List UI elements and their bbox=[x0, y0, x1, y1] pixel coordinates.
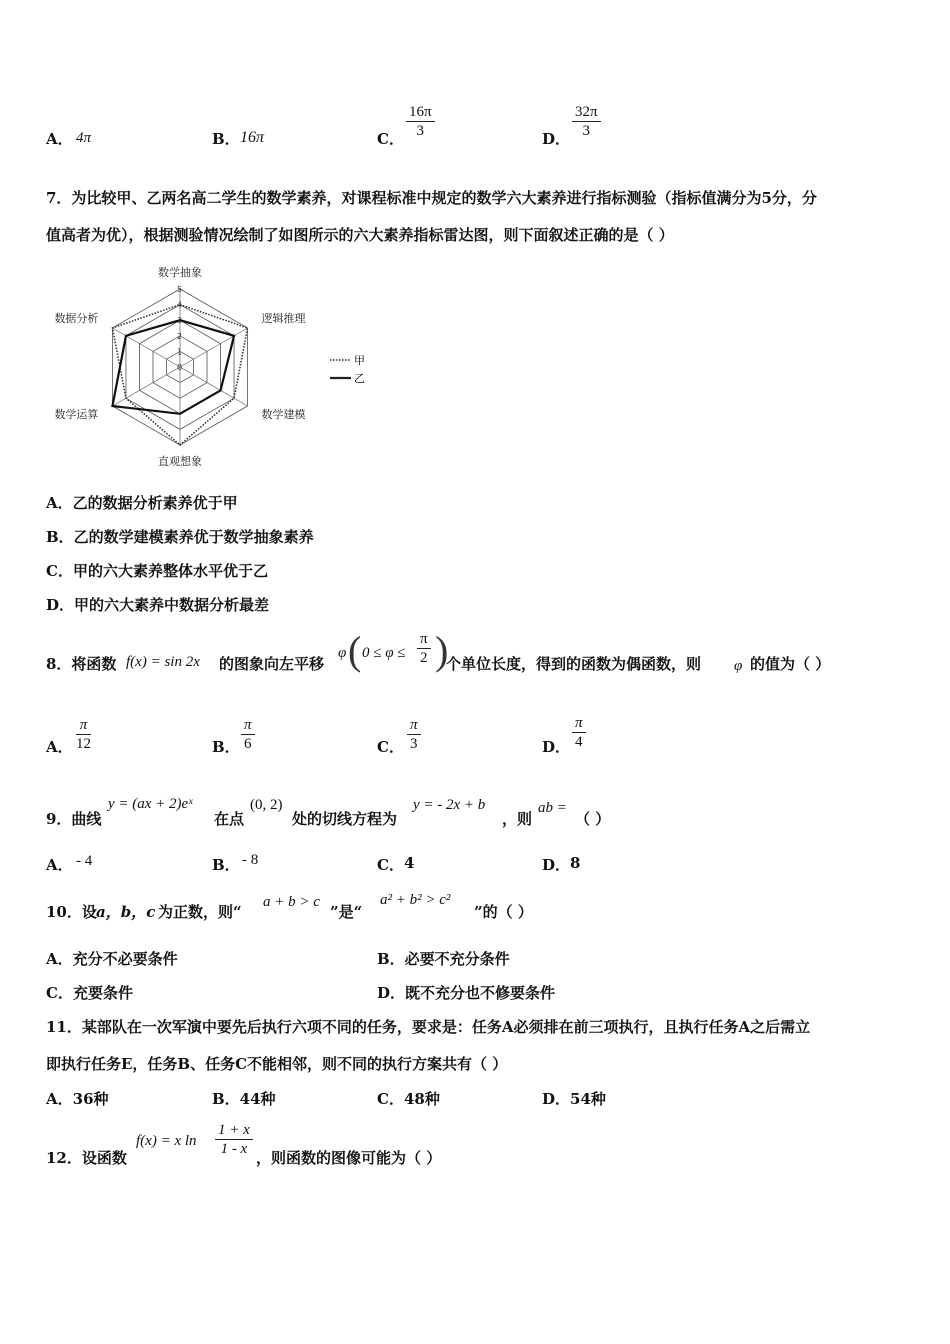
q10-t3: ”的（ ） bbox=[474, 903, 533, 921]
radar-tick-label: 3 bbox=[177, 316, 183, 326]
q10-option-b: B．必要不充分条件 bbox=[377, 950, 510, 968]
q6-option-d-label: D． bbox=[542, 130, 571, 148]
q11-stem-line2: 即执行任务E，任务B、任务C不能相邻，则不同的执行方案共有（ ） bbox=[46, 1055, 508, 1073]
q11-option-d: D．54种 bbox=[542, 1090, 606, 1108]
q10-cond1: a + b > c bbox=[263, 894, 320, 910]
q8-option-b-num: π bbox=[244, 717, 252, 733]
q9-ab: ab = bbox=[538, 800, 567, 816]
q6-option-c-fraction bbox=[406, 103, 435, 140]
q8-suffix: 个单位长度，得到的函数为偶函数，则 bbox=[446, 655, 702, 673]
q9-option-c-label: C． bbox=[377, 856, 404, 874]
radar-tick-label: 5 bbox=[177, 285, 183, 294]
q10-option-d: D．既不充分也不修要条件 bbox=[377, 984, 556, 1002]
radar-axis-label: 直观想象 bbox=[158, 455, 202, 468]
q7-stem-line2: 值高者为优），根据测验情况绘制了如图所示的六大素养指标雷达图，则下面叙述正确的是（ ） bbox=[46, 226, 674, 244]
q8-option-c-den: 3 bbox=[407, 734, 421, 753]
q8-option-a-num: π bbox=[79, 717, 88, 733]
q9-option-a-label: A． bbox=[46, 856, 73, 874]
q8-paren-right: ) bbox=[435, 628, 449, 673]
q9-point: (0, 2) bbox=[250, 797, 283, 813]
radar-spoke bbox=[112, 328, 183, 367]
q7-radar-chart bbox=[40, 260, 380, 475]
q8-option-d-label: D． bbox=[542, 738, 571, 756]
q12-suffix: ，则函数的图像可能为（ ） bbox=[256, 1149, 442, 1167]
q9-then: ，则 bbox=[502, 810, 533, 828]
q8-option-a-label: A． bbox=[46, 738, 73, 756]
radar-tick-label: 1 bbox=[177, 347, 183, 357]
radar-axis-label: 数据分析 bbox=[54, 312, 99, 325]
q6-option-d-num: 32π bbox=[572, 103, 601, 122]
q8-condition: 0 ≤ φ ≤ bbox=[362, 645, 406, 661]
q10-option-a: A．充分不必要条件 bbox=[46, 950, 178, 968]
q8-option-b-fraction bbox=[241, 716, 255, 753]
legend-jia-label: 甲 bbox=[354, 354, 365, 367]
radar-axis-label: 数学建模 bbox=[261, 408, 306, 421]
q10-cond2: a² + b² > c² bbox=[380, 892, 451, 908]
radar-tick-label: 4 bbox=[177, 300, 183, 310]
q12-den: 1 - x bbox=[220, 1141, 248, 1157]
radar-spoke bbox=[180, 328, 248, 367]
q8-condition-fraction bbox=[417, 630, 431, 667]
q8-option-c-fraction bbox=[407, 716, 421, 753]
q8-cond-den: 2 bbox=[420, 650, 428, 666]
radar-axis-label: 数学运算 bbox=[54, 408, 99, 421]
q8-option-b-label: B． bbox=[212, 738, 240, 756]
q9-at: 在点 bbox=[214, 810, 245, 828]
legend-yi-label: 乙 bbox=[354, 372, 365, 385]
q9-tangent-text: 处的切线方程为 bbox=[292, 810, 398, 828]
q8-option-d-den: 4 bbox=[572, 732, 586, 751]
q7-option-a: A．乙的数据分析素养优于甲 bbox=[46, 494, 238, 512]
q12-function: f(x) = x ln bbox=[136, 1133, 197, 1149]
radar-axis-label: 逻辑推理 bbox=[261, 312, 306, 325]
radar-legend bbox=[330, 354, 365, 385]
q6-option-d-fraction bbox=[572, 103, 601, 140]
q9-option-a-value: - 4 bbox=[76, 853, 93, 869]
q11-option-c: C．48种 bbox=[377, 1090, 440, 1108]
q8-option-a-fraction bbox=[76, 716, 91, 753]
q6-option-c-num: 16π bbox=[406, 103, 435, 122]
q8-function: f(x) = sin 2x bbox=[126, 654, 200, 670]
radar-axis-label: 数学抽象 bbox=[158, 266, 202, 279]
q8-option-c-num: π bbox=[410, 717, 418, 733]
q7-option-b: B．乙的数学建模素养优于数学抽象素养 bbox=[46, 528, 314, 546]
q8-prefix: 8．将函数 bbox=[46, 655, 117, 673]
q10-prefix: 10．设 bbox=[46, 903, 97, 921]
radar-series-yi bbox=[112, 320, 234, 414]
q11-stem-line1: 11．某部队在一次军演中要先后执行六项不同的任务，要求是：任务A必须排在前三项执行，且执行任务A之后需立 bbox=[46, 1018, 811, 1036]
q7-option-c: C．甲的六大素养整体水平优于乙 bbox=[46, 562, 268, 580]
q8-option-d-num: π bbox=[575, 715, 583, 731]
q9-tangent: y = - 2x + b bbox=[413, 797, 486, 813]
q8-option-c-label: C． bbox=[377, 738, 404, 756]
q9-curve: y = (ax + 2)eˣ bbox=[108, 796, 193, 812]
q9-prefix: 9．曲线 bbox=[46, 810, 102, 828]
q12-prefix: 12．设函数 bbox=[46, 1149, 127, 1167]
q10-vars: a，b，c bbox=[96, 903, 156, 921]
q11-option-b: B．44种 bbox=[212, 1090, 276, 1108]
q9-option-b-value: - 8 bbox=[242, 852, 259, 868]
q8-phi2: φ bbox=[734, 658, 743, 674]
q6-option-c-label: C． bbox=[377, 130, 404, 148]
radar-tick-label: 0 bbox=[177, 363, 183, 372]
radar-spoke bbox=[112, 367, 180, 406]
q9-option-b-label: B． bbox=[212, 856, 240, 874]
q10-t2: ”是“ bbox=[330, 903, 363, 921]
q8-paren-left: ( bbox=[348, 628, 362, 673]
radar-spoke bbox=[180, 367, 248, 406]
q8-end: 的值为（ ） bbox=[750, 655, 831, 673]
q9-option-d-value: 8 bbox=[570, 854, 581, 872]
q6-option-a-label: A． bbox=[46, 130, 73, 148]
q8-option-d-fraction bbox=[572, 714, 586, 751]
q11-option-a: A．36种 bbox=[46, 1090, 109, 1108]
q10-option-c: C．充要条件 bbox=[46, 984, 133, 1002]
q6-option-d-den: 3 bbox=[582, 123, 591, 139]
q8-cond-num: π bbox=[417, 630, 431, 649]
q6-option-b-label: B． bbox=[212, 130, 240, 148]
q7-option-d: D．甲的六大素养中数据分析最差 bbox=[46, 596, 270, 614]
radar-tick-label: 2 bbox=[177, 331, 183, 341]
q8-option-a-den: 12 bbox=[76, 736, 91, 752]
q8-phi: φ bbox=[338, 645, 347, 661]
q10-t1: 为正数，则“ bbox=[158, 903, 242, 921]
q9-end: （ ） bbox=[575, 810, 611, 828]
q9-option-c-value: 4 bbox=[404, 854, 415, 872]
q12-fraction bbox=[215, 1121, 253, 1158]
q6-option-c-den: 3 bbox=[416, 123, 425, 139]
q9-option-d-label: D． bbox=[542, 856, 571, 874]
q6-option-b-value: 16π bbox=[240, 129, 265, 146]
q8-mid: 的图象向左平移 bbox=[219, 655, 325, 673]
q12-num: 1 + x bbox=[215, 1121, 253, 1140]
q7-stem-line1: 7．为比较甲、乙两名高二学生的数学素养，对课程标准中规定的数学六大素养进行指标测验（指标值满分为5分，分 bbox=[46, 189, 817, 207]
q6-option-a-value: 4π bbox=[76, 130, 92, 146]
q8-option-b-den: 6 bbox=[241, 734, 255, 753]
